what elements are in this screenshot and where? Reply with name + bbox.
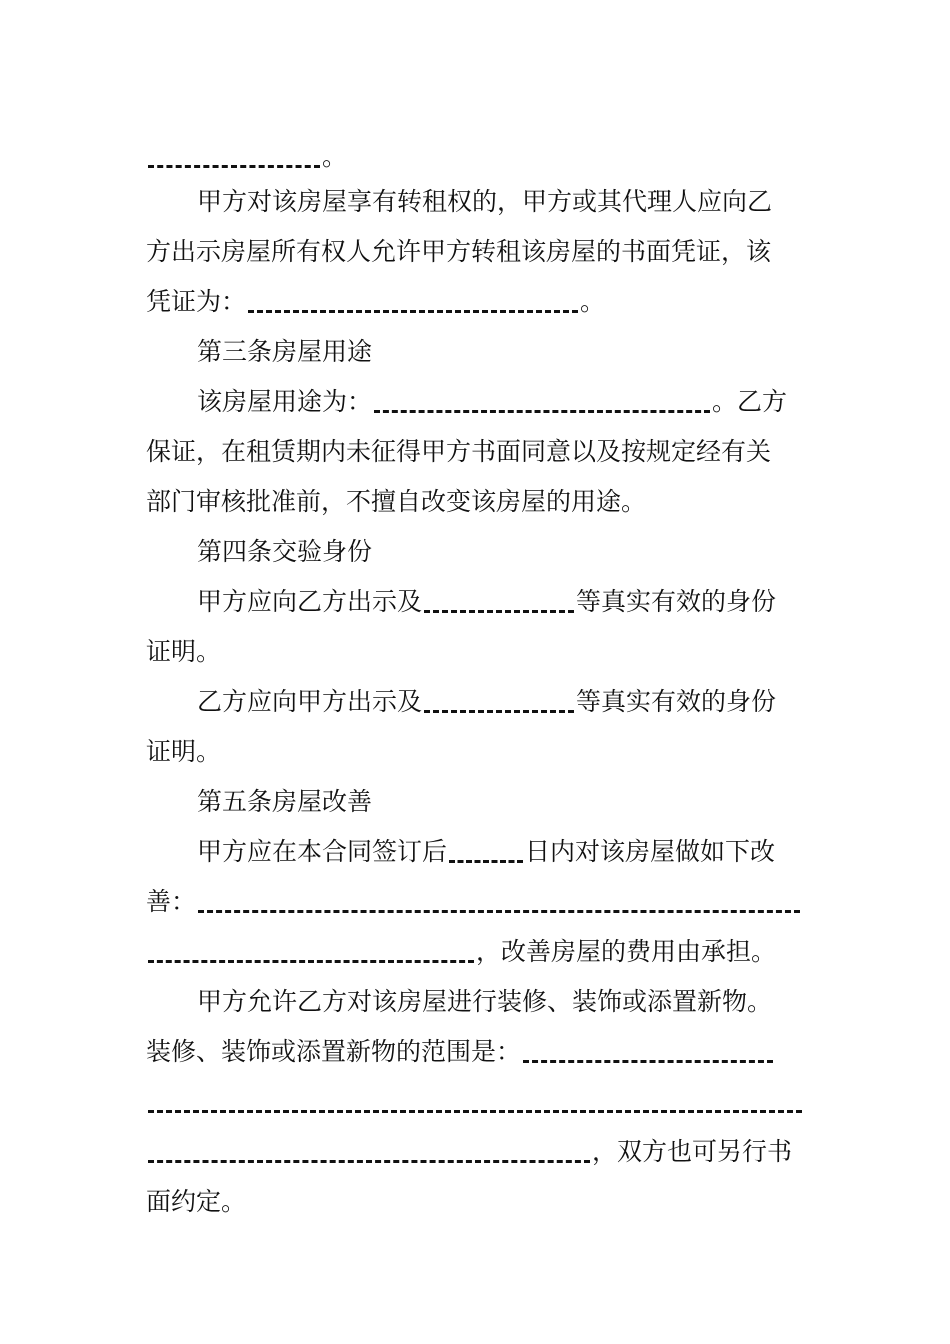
- text-line: [197, 382, 787, 422]
- text-span: 甲方应在本合同签订后: [197, 837, 448, 866]
- text-span: 保证，在租赁期内未征得甲方书面同意以及按规定经有关: [146, 437, 772, 466]
- text-span: 证明。: [146, 637, 222, 666]
- text-line: [146, 1132, 792, 1172]
- fill-blank: [449, 860, 523, 863]
- heading-text: 第三条房屋用途: [197, 337, 373, 366]
- text-line: [146, 632, 221, 672]
- text-span: 部门审核批准前，不擅自改变该房屋的用途。: [146, 487, 647, 516]
- text-span: 证明。: [146, 737, 222, 766]
- text-span: 。: [580, 287, 606, 316]
- fill-blank: [424, 610, 574, 613]
- fill-blank: [148, 1110, 802, 1113]
- text-span: 面约定。: [146, 1187, 247, 1216]
- heading-text: 第四条交验身份: [197, 537, 373, 566]
- fill-blank: [424, 710, 574, 713]
- text-span: 该房屋用途为：: [197, 387, 373, 416]
- text-span: 日内对该房屋做如下改: [525, 837, 776, 866]
- text-line: [197, 832, 775, 872]
- text-line: [146, 1032, 775, 1072]
- text-line: [146, 732, 221, 772]
- text-span: 装修、装饰或添置新物的范围是：: [146, 1037, 522, 1066]
- text-span: 方出示房屋所有权人允许甲方转租该房屋的书面凭证，该: [146, 237, 772, 266]
- text-span: 甲方对该房屋享有转租权的，甲方或其代理人应向乙: [197, 187, 773, 216]
- section-heading: [197, 782, 372, 822]
- text-line: [197, 182, 772, 222]
- text-line: [146, 1182, 246, 1222]
- text-line: [146, 282, 605, 322]
- text-line: [146, 482, 646, 522]
- text-line: [146, 137, 347, 177]
- fill-blank: [148, 165, 320, 168]
- text-line: [146, 432, 771, 472]
- text-span: 甲方允许乙方对该房屋进行装修、装饰或添置新物。: [197, 987, 773, 1016]
- text-span: 等真实有效的身份: [576, 687, 777, 716]
- fill-blank: [248, 310, 578, 313]
- text-line: [146, 932, 776, 972]
- text-span: 等真实有效的身份: [576, 587, 777, 616]
- text-line: [146, 1082, 804, 1122]
- fill-blank: [198, 910, 800, 913]
- text-span: ，改善房屋的费用由承担。: [476, 937, 777, 966]
- text-line: [197, 582, 776, 622]
- text-span: ，双方也可另行书: [592, 1137, 793, 1166]
- fill-blank: [374, 410, 710, 413]
- fill-blank: [148, 1160, 590, 1163]
- text-line: [197, 682, 776, 722]
- text-span: 甲方应向乙方出示及: [197, 587, 423, 616]
- text-span: 。: [322, 142, 348, 171]
- text-line: [146, 882, 802, 922]
- text-span: 乙方应向甲方出示及: [197, 687, 423, 716]
- text-span: 善：: [146, 887, 197, 916]
- text-line: [146, 232, 771, 272]
- section-heading: [197, 332, 372, 372]
- section-heading: [197, 532, 372, 572]
- text-span: 凭证为：: [146, 287, 247, 316]
- text-span: 。乙方: [712, 387, 788, 416]
- fill-blank: [523, 1060, 773, 1063]
- heading-text: 第五条房屋改善: [197, 787, 373, 816]
- text-line: [197, 982, 772, 1022]
- fill-blank: [148, 960, 474, 963]
